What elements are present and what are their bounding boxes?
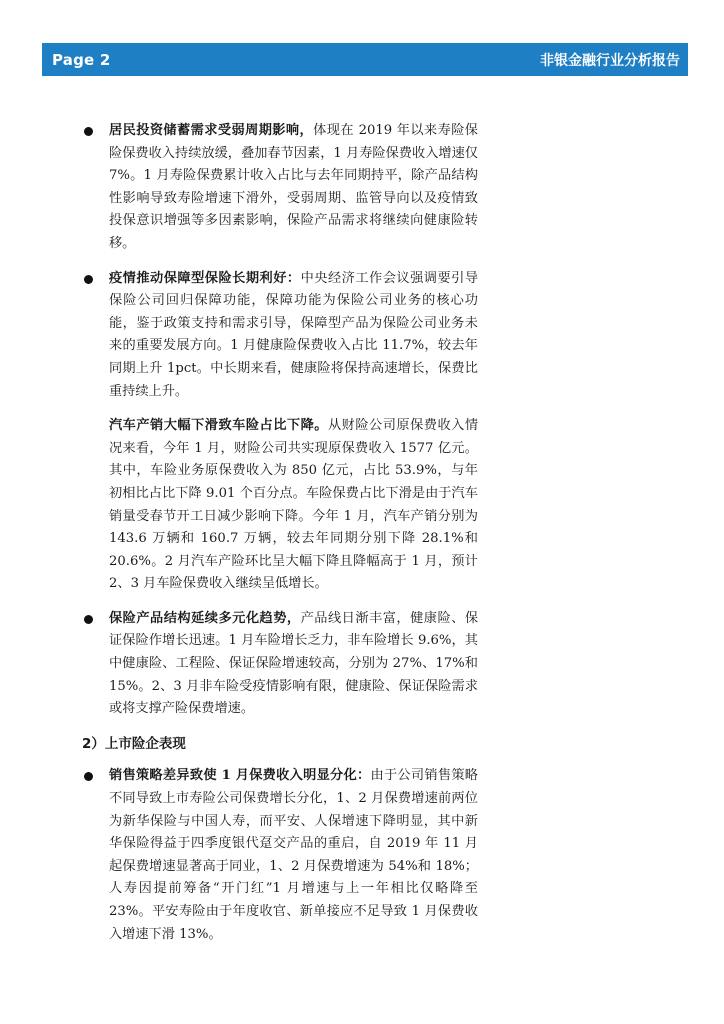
bullet-dot-icon (84, 615, 93, 624)
paragraph-body: 从财险公司原保费收入情况来看，今年 1 月，财险公司共实现原保费收入 1577 亿元。其中，车险业务原保费收入为 850 亿元，占比 53.9%，与年初相比占比下降 9.01 个百分点。车险保费占比下滑是由于汽车销量受春节开工日减少影响下降。今年 1 月，汽车产销分别为 143.6 万辆和 160.7 万辆，较去年同期分别下降 28.1%和 20.6%。2 月汽车产险环比呈大幅下降且降幅高于 1 月，预计 2、3 月车险保费收入继续呈低增长。 (109, 418, 479, 592)
bullet-dot-icon (84, 772, 93, 781)
plain-paragraph (82, 415, 478, 596)
paragraph-body: 体现在 2019 年以来寿险保险保费收入持续放缓，叠加春节因素，1 月寿险保费收入增速仅 7%。1 月寿险保费累计收入占比与去年同期持平，除产品结构性影响导致寿险增速下滑外，受弱周期、监管导向以及疫情致投保意识增强等多因素影响，保险产品需求将继续向健康险转移。 (109, 123, 478, 251)
page-number-label: Page 2 (52, 50, 111, 69)
bullet-paragraph (82, 765, 478, 946)
paragraph-body: 中央经济工作会议强调要引导保险公司回归保障功能，保障功能为保险公司业务的核心功能，鉴于政策支持和需求引导，保障型产品为保险公司业务未来的重要发展方向。1 月健康险保费收入占比 11.7%，较去年同期上升 1pct。中长期来看，健康险将保持高速增长，保费比重持续上升。 (109, 270, 479, 399)
page-header-bar (42, 43, 688, 76)
report-title: 非银金融行业分析报告 (540, 52, 680, 69)
paragraph-lead: 销售策略差异致使 1 月保费收入明显分化： (109, 768, 371, 784)
bullet-paragraph (82, 608, 478, 721)
bullet-dot-icon (84, 127, 93, 136)
paragraph-body: 产品线日渐丰富，健康险、保证保险作增长迅速。1 月车险增长乏力，非车险增长 9.6%，其中健康险、工程险、保证保险增速较高，分别为 27%、17%和 15%。2、3 月非车险受疫情影响有限，健康险、保证保险需求或将支撑产险保费增速。 (109, 610, 479, 717)
paragraph-body: 由于公司销售策略不同导致上市寿险公司保费增长分化，1、2 月保费增速前两位为新华保险与中国人寿，而平安、人保增速下降明显，其中新华保险得益于四季度银代趸交产品的重启，自 2019 年 11 月起保费增速显著高于同业，1、2 月保费增速为 54%和 18%；人寿因提前筹备“开门红”1 月增速与上一年相比仅略降至 23%。平安寿险由于年度收官、新单接应不足导致 1 月保费收入增速下滑 13%。 (109, 768, 478, 942)
paragraph-lead: 居民投资储蓄需求受弱周期影响， (109, 123, 314, 138)
paragraph-lead: 保险产品结构延续多元化趋势， (109, 610, 301, 626)
bullet-dot-icon (84, 275, 93, 284)
bullet-paragraph (82, 268, 478, 404)
bullet-paragraph (82, 120, 478, 256)
section-heading: 2）上市险企表现 (82, 735, 186, 752)
document-body (82, 120, 478, 958)
paragraph-lead: 汽车产销大幅下滑致车险占比下降。 (109, 418, 328, 434)
paragraph-lead: 疫情推动保障型保险长期利好： (109, 270, 301, 286)
